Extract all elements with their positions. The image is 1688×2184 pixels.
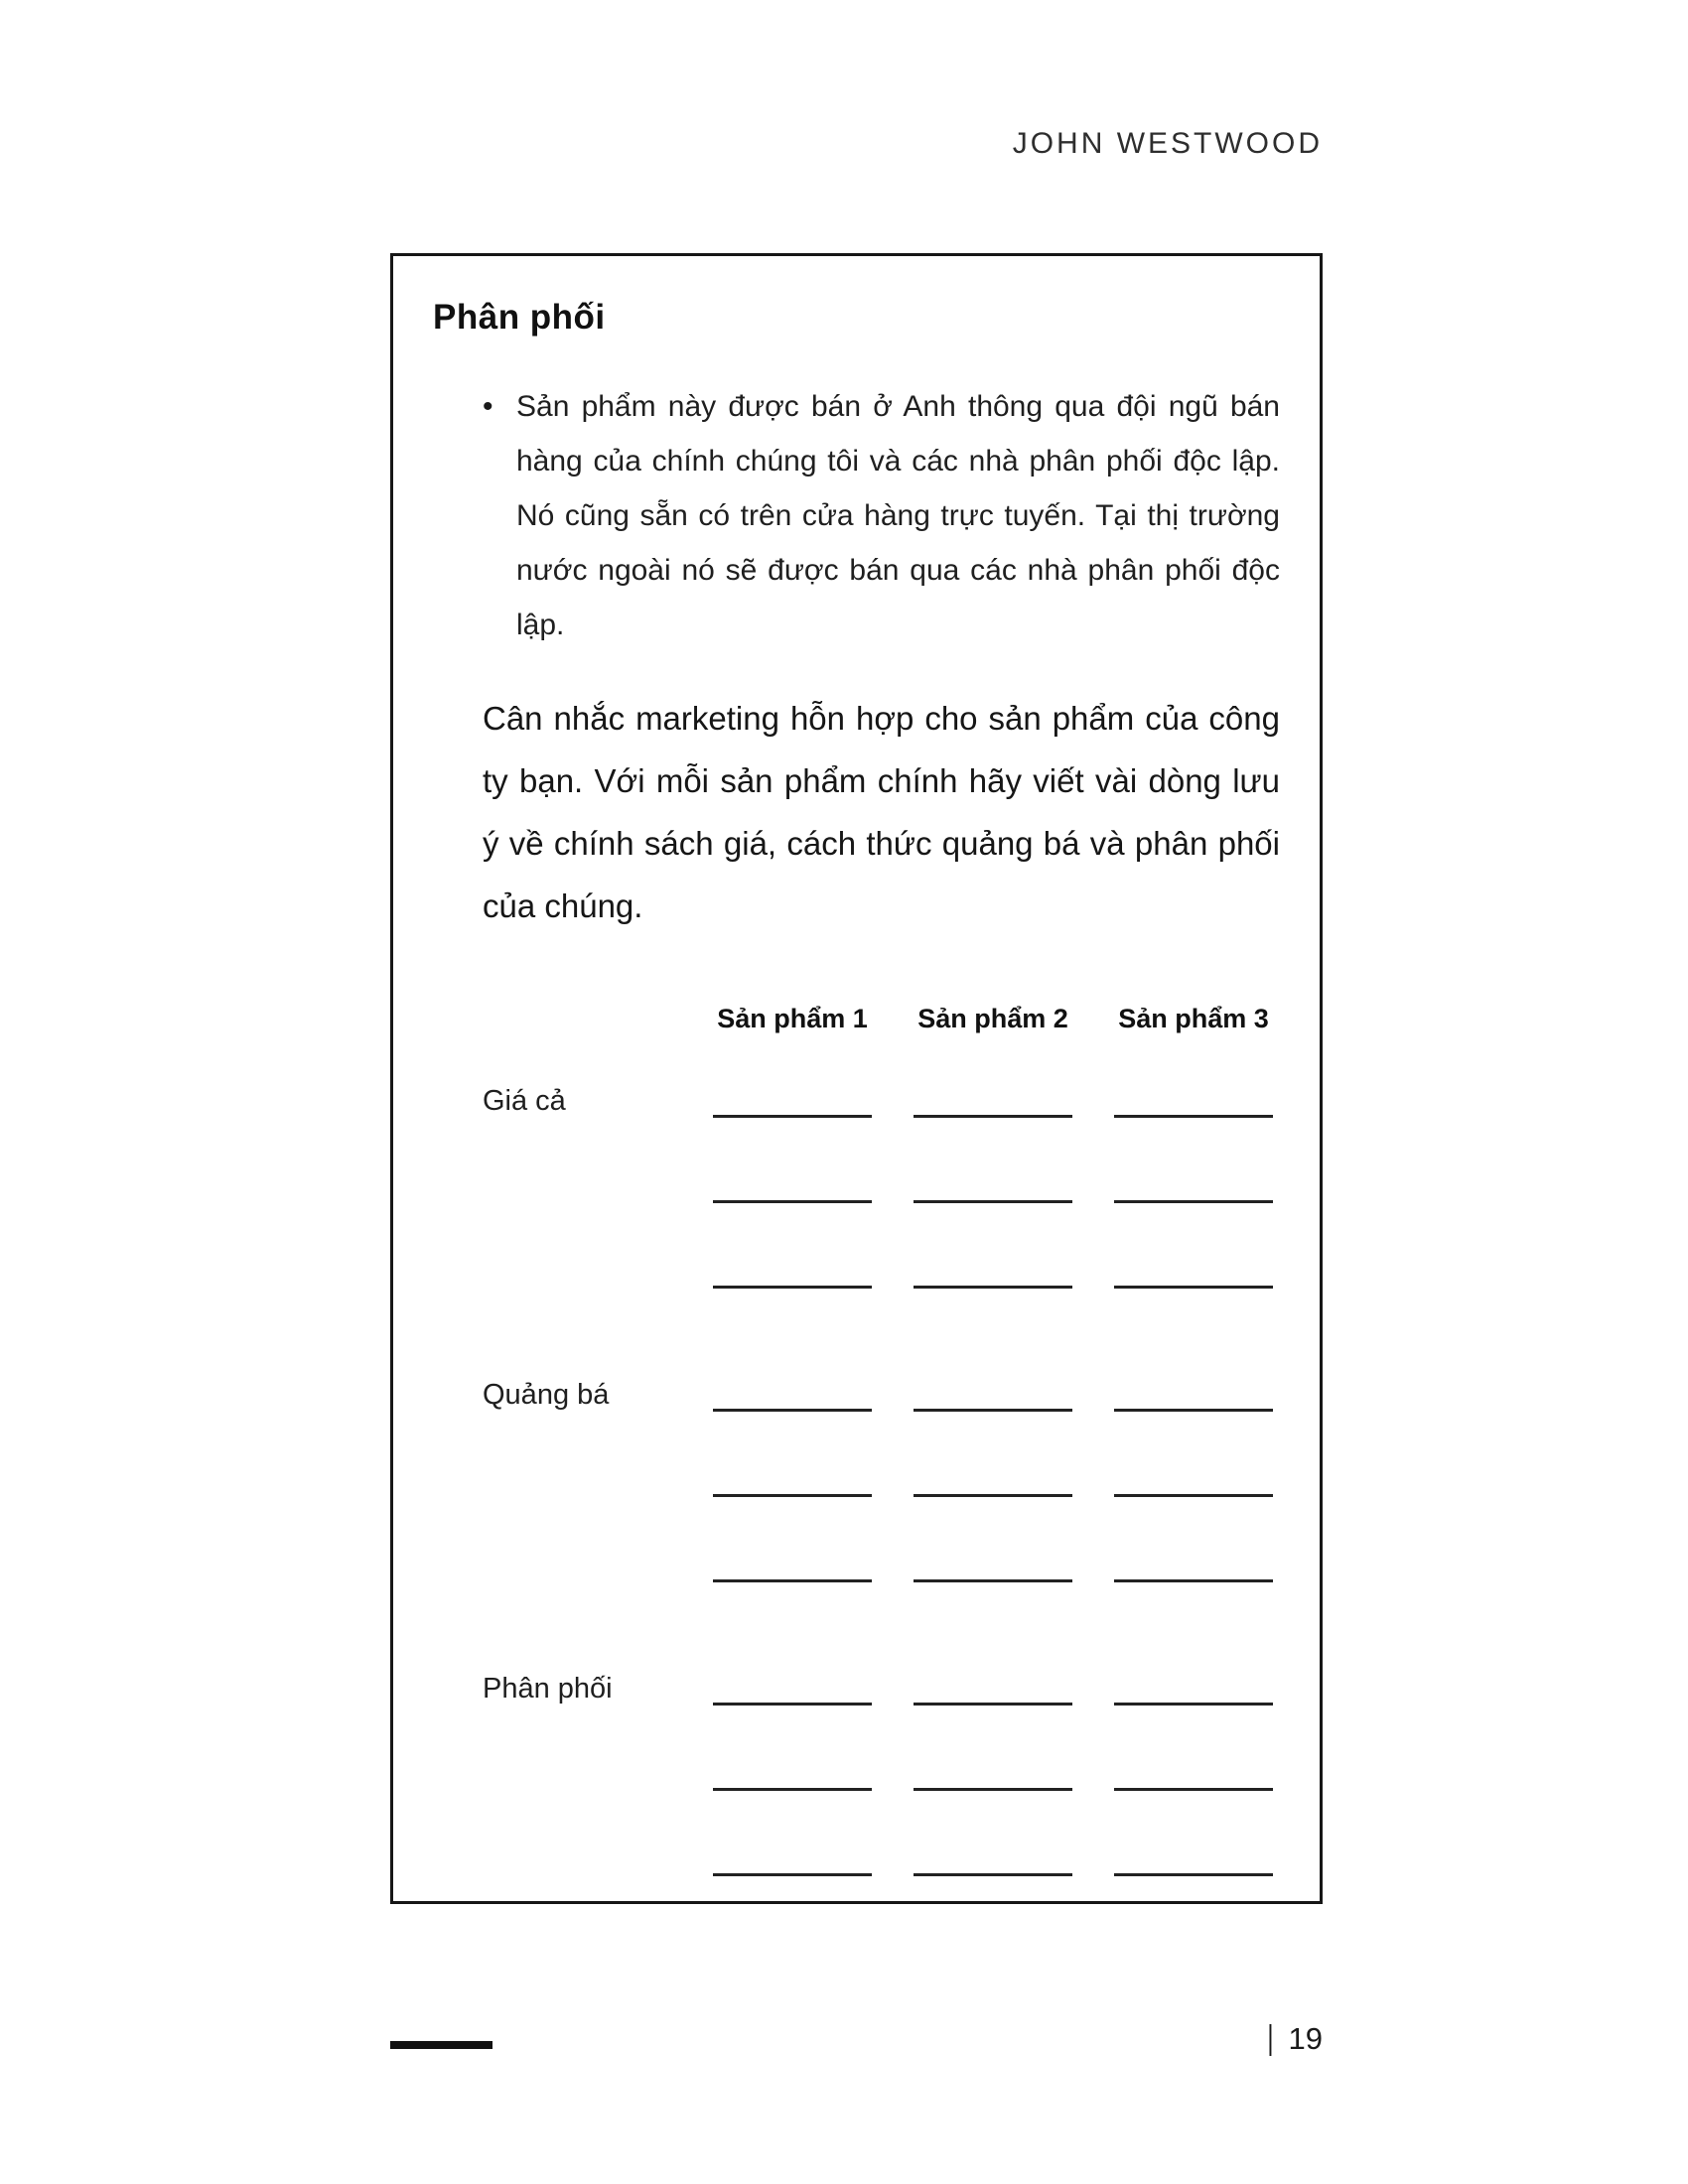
table-cell bbox=[914, 1414, 1072, 1497]
blank-line bbox=[914, 1494, 1072, 1497]
blank-line bbox=[1114, 1703, 1273, 1706]
row-spacer bbox=[483, 1499, 671, 1584]
table-cell bbox=[1114, 1584, 1273, 1706]
table-cell bbox=[713, 1414, 872, 1497]
table-cell bbox=[713, 1120, 872, 1203]
column-header-product-2: Sản phẩm 2 bbox=[917, 1004, 1068, 1033]
blank-line bbox=[713, 1409, 872, 1412]
instruction-paragraph: Cân nhắc marketing hỗn hợp cho sản phẩm của công ty bạn. Với mỗi sản phẩm chính hãy viết vài dòng lưu ý về chính sách giá, cách thức quảng bá và phân phối của chúng. bbox=[483, 700, 1280, 924]
row-spacer bbox=[483, 1414, 671, 1499]
table-cell bbox=[713, 1034, 872, 1118]
blank-line bbox=[713, 1494, 872, 1497]
worksheet-box bbox=[390, 253, 1323, 1904]
blank-line bbox=[1114, 1579, 1273, 1582]
blank-line bbox=[1114, 1115, 1273, 1118]
blank-line bbox=[713, 1200, 872, 1203]
row-spacer bbox=[483, 1205, 671, 1291]
bullet-text: Sản phẩm này được bán ở Anh thông qua đội ngũ bán hàng của chính chúng tôi và các nhà phân phối độc lập. Nó cũng sẵn có trên cửa hàng trực tuyến. Tại thị trường nước ngoài nó sẽ được bán qua các nhà phân phối độc lập. bbox=[516, 390, 1280, 641]
blank-line bbox=[1114, 1286, 1273, 1289]
table-cell bbox=[914, 1584, 1072, 1706]
running-header-author: JOHN WESTWOOD bbox=[1012, 127, 1323, 160]
fill-in-table bbox=[483, 989, 1280, 1878]
table-cell bbox=[713, 1707, 872, 1791]
table-cell bbox=[914, 1120, 1072, 1203]
column-header-product-3: Sản phẩm 3 bbox=[1118, 1004, 1269, 1033]
blank-line bbox=[713, 1788, 872, 1791]
blank-line bbox=[713, 1579, 872, 1582]
section-heading: Phân phối bbox=[433, 298, 606, 337]
blank-line bbox=[914, 1200, 1072, 1203]
blank-line bbox=[914, 1579, 1072, 1582]
table-cell bbox=[1114, 1291, 1273, 1412]
blank-line bbox=[1114, 1873, 1273, 1876]
table-cell bbox=[713, 1584, 872, 1706]
bullet-item bbox=[433, 379, 1280, 652]
row-spacer bbox=[483, 1120, 671, 1205]
table-cell bbox=[713, 1793, 872, 1876]
row-label-promotion: Quảng bá bbox=[483, 1379, 610, 1411]
row-spacer bbox=[483, 1707, 671, 1793]
blank-line bbox=[914, 1115, 1072, 1118]
blank-line bbox=[914, 1409, 1072, 1412]
blank-line bbox=[713, 1703, 872, 1706]
table-cell bbox=[1114, 1707, 1273, 1791]
row-label-distribution: Phân phối bbox=[483, 1673, 613, 1705]
table-header-spacer bbox=[483, 989, 671, 1034]
blank-line bbox=[713, 1115, 872, 1118]
page-number-separator: | bbox=[1266, 2019, 1274, 2057]
table-cell bbox=[713, 1291, 872, 1412]
bullet-icon: • bbox=[483, 390, 493, 423]
table-cell bbox=[914, 1793, 1072, 1876]
table-cell bbox=[914, 1291, 1072, 1412]
blank-line bbox=[1114, 1409, 1273, 1412]
blank-line bbox=[1114, 1200, 1273, 1203]
table-cell bbox=[1114, 1120, 1273, 1203]
table-cell bbox=[713, 1205, 872, 1289]
table-cell bbox=[1114, 1205, 1273, 1289]
table-cell bbox=[1114, 1793, 1273, 1876]
blank-line bbox=[713, 1873, 872, 1876]
row-label-price: Giá cả bbox=[483, 1085, 566, 1117]
blank-line bbox=[914, 1703, 1072, 1706]
footer-rule bbox=[390, 2041, 492, 2049]
blank-line bbox=[914, 1873, 1072, 1876]
table-cell bbox=[914, 1499, 1072, 1582]
page-number bbox=[1266, 2019, 1323, 2058]
table-cell bbox=[1114, 1034, 1273, 1118]
blank-line bbox=[713, 1286, 872, 1289]
table-cell bbox=[914, 1205, 1072, 1289]
blank-line bbox=[914, 1286, 1072, 1289]
blank-line bbox=[914, 1788, 1072, 1791]
blank-line bbox=[1114, 1788, 1273, 1791]
table-cell bbox=[914, 1707, 1072, 1791]
table-cell bbox=[1114, 1499, 1273, 1582]
column-header-product-1: Sản phẩm 1 bbox=[717, 1004, 868, 1033]
table-cell bbox=[713, 1499, 872, 1582]
table-cell bbox=[914, 1034, 1072, 1118]
blank-line bbox=[1114, 1494, 1273, 1497]
page-number-value: 19 bbox=[1288, 2020, 1323, 2056]
row-spacer bbox=[483, 1793, 671, 1878]
table-cell bbox=[1114, 1414, 1273, 1497]
